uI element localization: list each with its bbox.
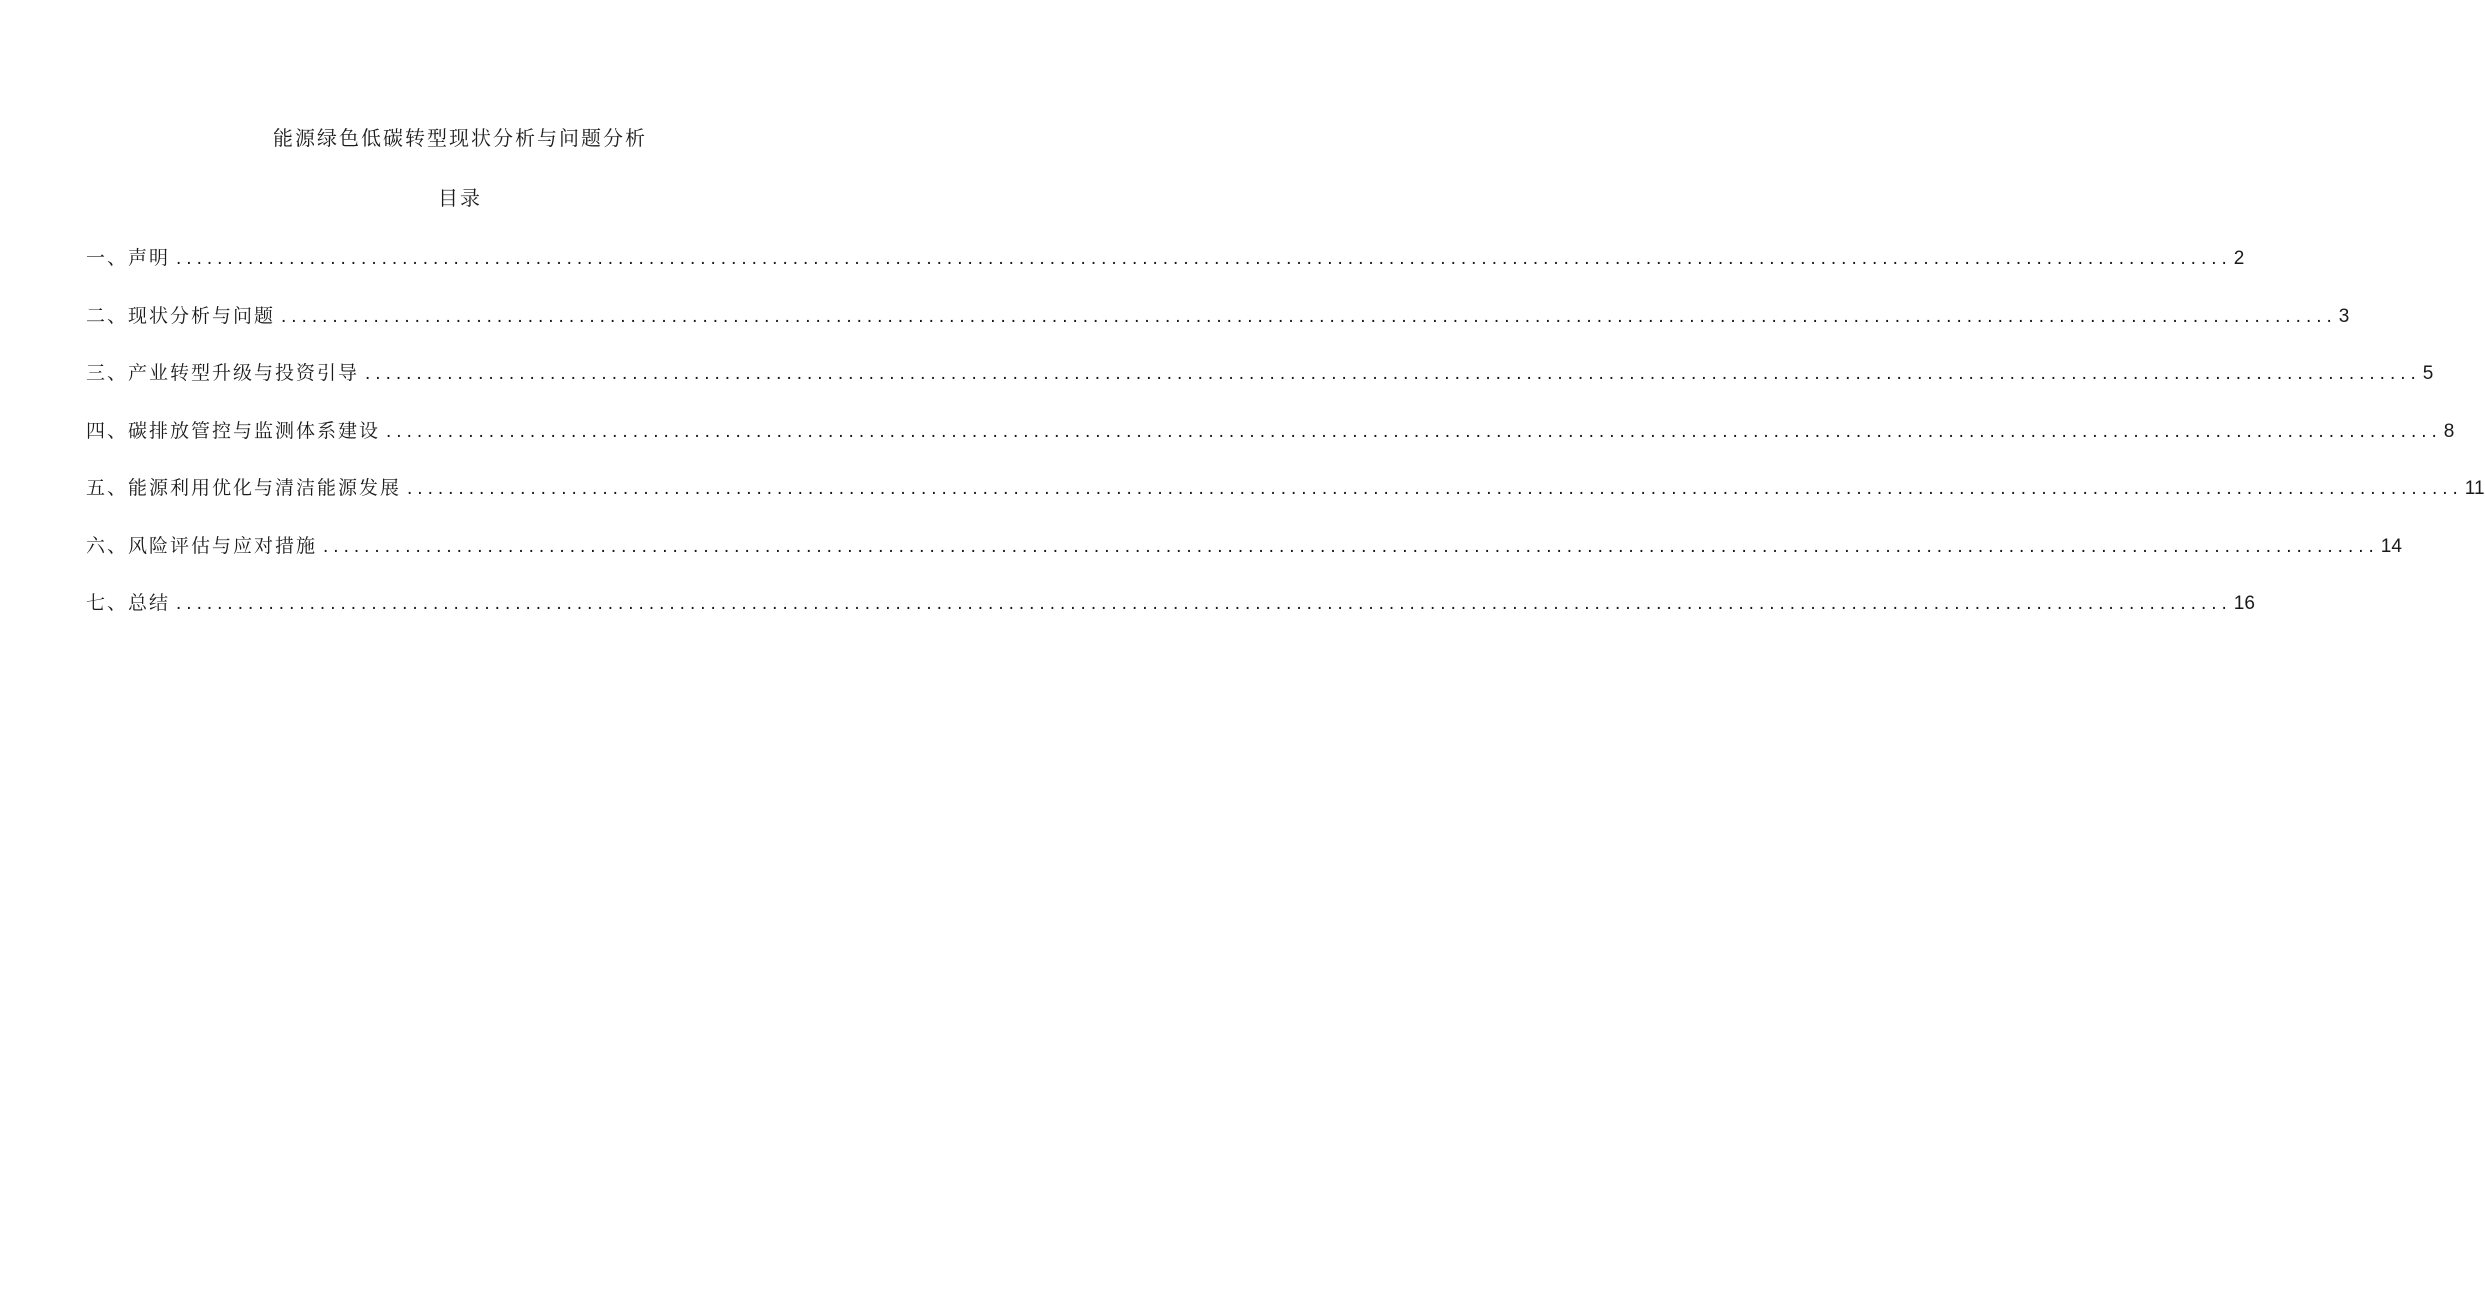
toc-entry-4[interactable] (86, 413, 2455, 471)
toc-entry-3[interactable] (86, 355, 2434, 413)
toc-dot-leader: ........................................................................................................................................................................................................ (323, 535, 2379, 557)
toc-entry-label: 一、声明 (86, 247, 171, 269)
document-title: 能源绿色低碳转型现状分析与问题分析 (273, 126, 647, 150)
toc-entry-label: 五、能源利用优化与清洁能源发展 (86, 477, 402, 499)
toc-dot-leader: ........................................................................................................................................................................................................ (386, 420, 2442, 442)
toc-page-number: 11 (2464, 478, 2485, 499)
toc-entry-6[interactable] (86, 528, 2402, 586)
toc-dot-leader: ........................................................................................................................................................................................................ (281, 305, 2337, 327)
toc-dot-leader: ........................................................................................................................................................................................................ (407, 478, 2463, 499)
toc-entry-label: 四、碳排放管控与监测体系建设 (86, 419, 381, 442)
toc-entry-label: 六、风险评估与应对措施 (86, 534, 318, 557)
toc-page-number: 3 (2338, 305, 2350, 327)
toc-entry-label: 七、总结 (86, 592, 171, 614)
toc-heading: 目录 (438, 186, 482, 210)
toc-page-number: 8 (2443, 420, 2455, 442)
toc-dot-leader: ........................................................................................................................................................................................................ (176, 248, 2232, 269)
toc-entry-label: 二、现状分析与问题 (86, 304, 276, 327)
toc-entry-label: 三、产业转型升级与投资引导 (86, 362, 360, 384)
toc-dot-leader: ........................................................................................................................................................................................................ (365, 363, 2421, 384)
toc-page-number: 14 (2380, 535, 2402, 557)
toc-entry-2[interactable] (86, 298, 2350, 356)
table-of-contents (86, 240, 2485, 643)
toc-page-number: 5 (2422, 363, 2434, 384)
toc-dot-leader: ........................................................................................................................................................................................................ (176, 593, 2232, 614)
toc-page-number: 2 (2233, 248, 2245, 269)
toc-entry-5[interactable] (86, 470, 2485, 528)
toc-entry-1[interactable] (86, 240, 2245, 298)
toc-entry-7[interactable] (86, 585, 2255, 643)
toc-page-number: 16 (2233, 593, 2255, 614)
